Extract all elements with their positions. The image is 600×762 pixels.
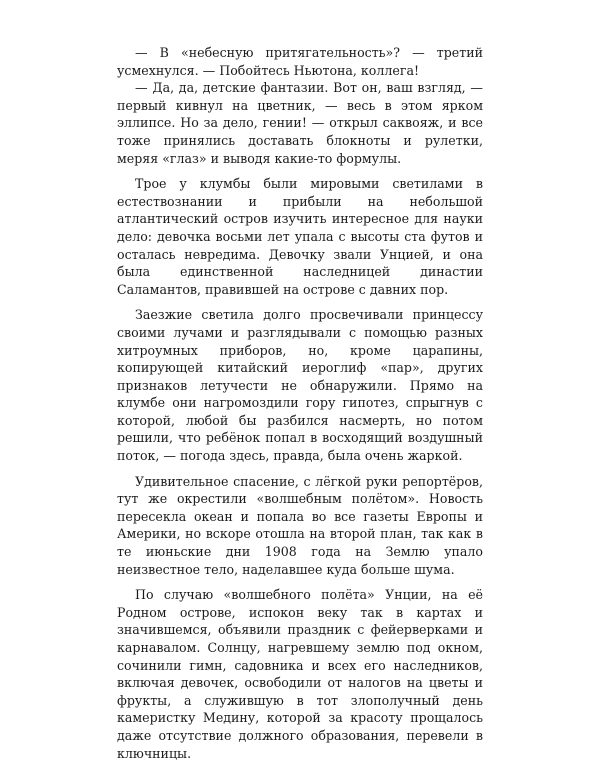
- book-page: [117, 44, 483, 762]
- paragraph-1: — В «небесную притягательность»? — третий усмехнулся. — Побойтесь Ньютона, коллега!: [117, 45, 483, 78]
- paragraph-5: Удивительное спасение, с лёгкой руки репортёров, тут же окрестили «волшебным полётом». Новость пересекла океан и попала во все газеты Европы и Америки, но вскоре отошла на второй план, так как в те июньские дни 1908 года на Землю упало неизвестное тело, наделавшее куда больше шума.: [117, 473, 483, 577]
- paragraph-4: Заезжие светила долго просвечивали принцессу своими лучами и разглядывали с помощью разных хитроумных приборов, но, кроме царапины, копирующей китайский иероглиф «пар», других признаков летучести не обнаружили. Прямо на клумбе они нагромоздили гору гипотез, спрыгнув с которой, любой бы разбился насмерть, но потом решили, что ребёнок попал в восходящий воздушный поток, — погода здесь, правда, была очень жаркой.: [117, 307, 483, 464]
- paragraph-2: — Да, да, детские фантазии. Вот он, ваш взгляд, — первый кивнул на цветник, — весь в этом ярком эллипсе. Но за дело, гении! — открыл саквояж, и все тоже принялись доставать блокноты и рулетки, меряя «глаз» и выводя какие-то формулы.: [117, 80, 483, 166]
- paragraph-3: Трое у клумбы были мировыми светилами в естествознании и прибыли на небольшой атлантический остров изучить интересное для науки дело: девочка восьми лет упала с высоты ста футов и осталась невредима. Девочку звали Унцией, и она была единственной наследницей династии Саламантов, правившей на острове с давних пор.: [117, 176, 483, 297]
- paragraph-6: По случаю «волшебного полёта» Унции, на её Родном острове, испокон веку так в картах и значившемся, объявили праздник с фейерверками и карнавалом. Солнцу, нагревшему землю под окном, сочинили гимн, садовника и всех его наследников, включая девочек, освободили от налогов на цветы и фрукты, а служившую в тот злополучный день камеристку Медину, которой за красоту прощалось даже отсутствие должного образования, перевели в ключницы.: [117, 587, 483, 761]
